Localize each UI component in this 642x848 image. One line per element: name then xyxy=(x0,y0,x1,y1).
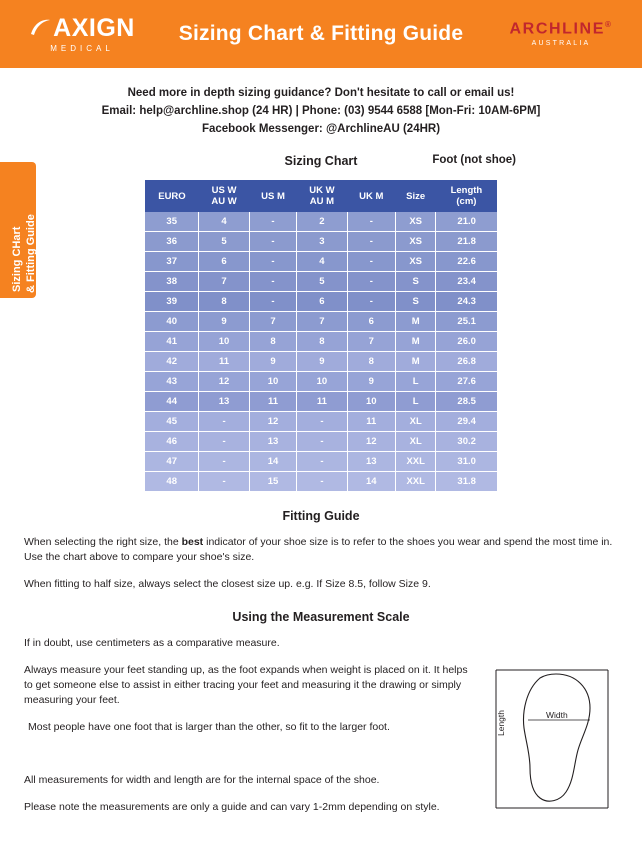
archline-logo xyxy=(492,21,642,46)
table-cell-us-w: 6 xyxy=(199,252,249,272)
table-cell-uk-m: 6 xyxy=(347,312,395,332)
table-cell-us-w: 5 xyxy=(199,232,249,252)
fitting-guide-paragraph-1 xyxy=(24,535,618,565)
diagram-length-label: Length xyxy=(496,710,506,736)
diagram-width-label: Width xyxy=(546,710,568,720)
table-cell-length: 26.0 xyxy=(436,332,497,352)
table-column-header: Size xyxy=(396,180,436,212)
table-cell-uk-w: 3 xyxy=(297,232,347,252)
table-cell-us-w: - xyxy=(199,452,249,472)
table-cell-euro: 36 xyxy=(145,232,199,252)
table-cell-us-w: 8 xyxy=(199,292,249,312)
table-header-row xyxy=(145,180,497,212)
table-cell-length: 31.0 xyxy=(436,452,497,472)
table-cell-euro: 44 xyxy=(145,392,199,412)
table-row xyxy=(145,452,497,472)
table-cell-uk-w: - xyxy=(297,432,347,452)
table-cell-length: 27.6 xyxy=(436,372,497,392)
table-cell-length: 25.1 xyxy=(436,312,497,332)
table-cell-size: S xyxy=(396,272,436,292)
fitting-p1-part1: When selecting the right size, the xyxy=(24,536,182,548)
table-column-header: US W AU W xyxy=(199,180,249,212)
table-cell-us-m: - xyxy=(249,292,297,312)
foot-not-shoe-note: Foot (not shoe) xyxy=(432,154,516,166)
table-cell-uk-m: 11 xyxy=(347,412,395,432)
table-cell-euro: 38 xyxy=(145,272,199,292)
table-row xyxy=(145,432,497,452)
table-cell-uk-w: - xyxy=(297,412,347,432)
table-cell-length: 31.8 xyxy=(436,472,497,492)
table-cell-size: L xyxy=(396,372,436,392)
side-tab xyxy=(0,162,36,298)
table-row xyxy=(145,412,497,432)
table-cell-euro: 42 xyxy=(145,352,199,372)
table-cell-us-m: - xyxy=(249,252,297,272)
table-row xyxy=(145,232,497,252)
table-cell-euro: 45 xyxy=(145,412,199,432)
archline-name: ARCHLINE® xyxy=(509,20,613,38)
measurement-paragraph-2: Always measure your feet standing up, as the foot expands when weight is placed on it. It helps to get someone else to assist in either tracing your feet and measuring it the drawing or simply measuring your feet. xyxy=(24,664,468,706)
table-cell-size: M xyxy=(396,352,436,372)
page-header xyxy=(0,0,642,68)
table-cell-us-w: 10 xyxy=(199,332,249,352)
table-cell-uk-m: - xyxy=(347,252,395,272)
axign-wordmark xyxy=(29,13,135,42)
table-cell-uk-w: 8 xyxy=(297,332,347,352)
table-cell-uk-w: 10 xyxy=(297,372,347,392)
axign-logo xyxy=(0,13,150,53)
table-cell-us-m: 9 xyxy=(249,352,297,372)
table-cell-uk-m: - xyxy=(347,272,395,292)
table-cell-length: 21.0 xyxy=(436,212,497,232)
table-cell-us-m: 7 xyxy=(249,312,297,332)
table-cell-uk-m: 8 xyxy=(347,352,395,372)
table-cell-us-w: 4 xyxy=(199,212,249,232)
table-cell-us-m: - xyxy=(249,212,297,232)
fitting-guide-paragraph-2: When fitting to half size, always select the closest size up. e.g. If Size 8.5, follow Size 9. xyxy=(24,578,431,590)
table-column-header: Length (cm) xyxy=(436,180,497,212)
table-cell-uk-w: 4 xyxy=(297,252,347,272)
table-cell-size: XS xyxy=(396,252,436,272)
table-cell-euro: 40 xyxy=(145,312,199,332)
measurement-paragraph-4: All measurements for width and length are for the internal space of the shoe. xyxy=(24,774,380,786)
table-cell-us-m: 10 xyxy=(249,372,297,392)
table-cell-us-m: - xyxy=(249,232,297,252)
table-cell-us-w: 7 xyxy=(199,272,249,292)
table-cell-uk-m: - xyxy=(347,212,395,232)
table-cell-uk-w: - xyxy=(297,452,347,472)
table-cell-length: 24.3 xyxy=(436,292,497,312)
contact-block xyxy=(0,84,642,138)
chart-heading-row xyxy=(0,154,642,174)
sizing-chart-table xyxy=(145,180,497,491)
table-cell-euro: 39 xyxy=(145,292,199,312)
table-cell-size: L xyxy=(396,392,436,412)
table-cell-euro: 47 xyxy=(145,452,199,472)
table-cell-uk-m: 14 xyxy=(347,472,395,492)
table-cell-uk-w: - xyxy=(297,472,347,492)
table-cell-us-w: - xyxy=(199,472,249,492)
table-cell-us-w: 9 xyxy=(199,312,249,332)
axign-subtitle: MEDICAL xyxy=(50,43,114,53)
table-row xyxy=(145,292,497,312)
table-cell-us-w: 11 xyxy=(199,352,249,372)
table-column-header: UK M xyxy=(347,180,395,212)
archline-subtitle: AUSTRALIA xyxy=(531,39,591,47)
table-cell-length: 28.5 xyxy=(436,392,497,412)
table-cell-us-m: 12 xyxy=(249,412,297,432)
table-row xyxy=(145,392,497,412)
table-column-header: EURO xyxy=(145,180,199,212)
table-row xyxy=(145,372,497,392)
table-cell-us-m: 11 xyxy=(249,392,297,412)
table-cell-uk-w: 7 xyxy=(297,312,347,332)
table-cell-uk-m: 10 xyxy=(347,392,395,412)
fitting-p1-bold: best xyxy=(181,536,204,548)
table-cell-uk-m: - xyxy=(347,292,395,312)
table-row xyxy=(145,312,497,332)
table-cell-us-w: - xyxy=(199,432,249,452)
table-cell-uk-w: 11 xyxy=(297,392,347,412)
contact-line-1: Need more in depth sizing guidance? Don't hesitate to call or email us! xyxy=(127,87,515,99)
table-cell-euro: 37 xyxy=(145,252,199,272)
table-cell-euro: 41 xyxy=(145,332,199,352)
table-cell-us-w: - xyxy=(199,412,249,432)
table-cell-uk-m: 13 xyxy=(347,452,395,472)
table-cell-size: XS xyxy=(396,212,436,232)
table-cell-length: 22.6 xyxy=(436,252,497,272)
table-column-header: US M xyxy=(249,180,297,212)
foot-measurement-diagram xyxy=(490,668,614,810)
table-cell-uk-w: 2 xyxy=(297,212,347,232)
contact-line-2: Email: help@archline.shop (24 HR) | Phone: (03) 9544 6588 [Mon-Fri: 10AM-6PM] xyxy=(101,105,541,117)
table-cell-euro: 48 xyxy=(145,472,199,492)
table-cell-length: 23.4 xyxy=(436,272,497,292)
table-cell-length: 29.4 xyxy=(436,412,497,432)
table-cell-size: XS xyxy=(396,232,436,252)
table-row xyxy=(145,472,497,492)
table-cell-us-m: 8 xyxy=(249,332,297,352)
table-cell-uk-w: 6 xyxy=(297,292,347,312)
table-cell-uk-m: 12 xyxy=(347,432,395,452)
table-row xyxy=(145,272,497,292)
table-cell-euro: 35 xyxy=(145,212,199,232)
table-cell-us-w: 13 xyxy=(199,392,249,412)
table-cell-euro: 46 xyxy=(145,432,199,452)
table-cell-us-m: 14 xyxy=(249,452,297,472)
side-tab-line1: Sizing CHart xyxy=(11,226,23,292)
table-body xyxy=(145,212,497,491)
measurement-paragraph-1: If in doubt, use centimeters as a comparative measure. xyxy=(24,637,280,649)
registered-mark: ® xyxy=(604,20,613,30)
table-column-header: UK W AU M xyxy=(297,180,347,212)
table-cell-size: XXL xyxy=(396,452,436,472)
table-cell-size: S xyxy=(396,292,436,312)
table-row xyxy=(145,212,497,232)
table-cell-size: M xyxy=(396,332,436,352)
table-cell-uk-m: 7 xyxy=(347,332,395,352)
axign-name: AXIGN xyxy=(53,13,135,42)
table-cell-size: XL xyxy=(396,412,436,432)
table-row xyxy=(145,332,497,352)
table-cell-uk-w: 5 xyxy=(297,272,347,292)
table-cell-us-w: 12 xyxy=(199,372,249,392)
measurement-paragraph-5: Please note the measurements are only a guide and can vary 1-2mm depending on style. xyxy=(24,801,440,813)
fitting-guide-title: Fitting Guide xyxy=(282,509,360,523)
table-row xyxy=(145,352,497,372)
sizing-chart-table-wrap xyxy=(145,180,497,491)
fitting-p1-part2: indicator of your shoe size is to refer to the shoes you wear and spend the most time in. Use the chart above to compare your shoe's size. xyxy=(24,536,613,563)
table-row xyxy=(145,252,497,272)
table-cell-length: 21.8 xyxy=(436,232,497,252)
table-cell-us-m: - xyxy=(249,272,297,292)
measurement-scale-title: Using the Measurement Scale xyxy=(232,610,410,624)
sizing-chart-title: Sizing Chart xyxy=(284,154,358,168)
page-title: Sizing Chart & Fitting Guide xyxy=(178,22,464,45)
table-cell-uk-w: 9 xyxy=(297,352,347,372)
swoosh-icon xyxy=(29,17,51,39)
table-cell-uk-m: - xyxy=(347,232,395,252)
table-cell-uk-m: 9 xyxy=(347,372,395,392)
foot-outline-icon xyxy=(490,668,614,810)
table-cell-size: XXL xyxy=(396,472,436,492)
table-cell-euro: 43 xyxy=(145,372,199,392)
table-cell-size: XL xyxy=(396,432,436,452)
table-cell-length: 30.2 xyxy=(436,432,497,452)
table-cell-size: M xyxy=(396,312,436,332)
side-tab-line2: & Fitting Guide xyxy=(25,214,37,293)
measurement-paragraph-3: Most people have one foot that is larger than the other, so fit to the larger foot. xyxy=(28,721,390,733)
table-cell-length: 26.8 xyxy=(436,352,497,372)
table-cell-us-m: 15 xyxy=(249,472,297,492)
table-cell-us-m: 13 xyxy=(249,432,297,452)
table-header xyxy=(145,180,497,212)
contact-line-3: Facebook Messenger: @ArchlineAU (24HR) xyxy=(201,123,441,135)
